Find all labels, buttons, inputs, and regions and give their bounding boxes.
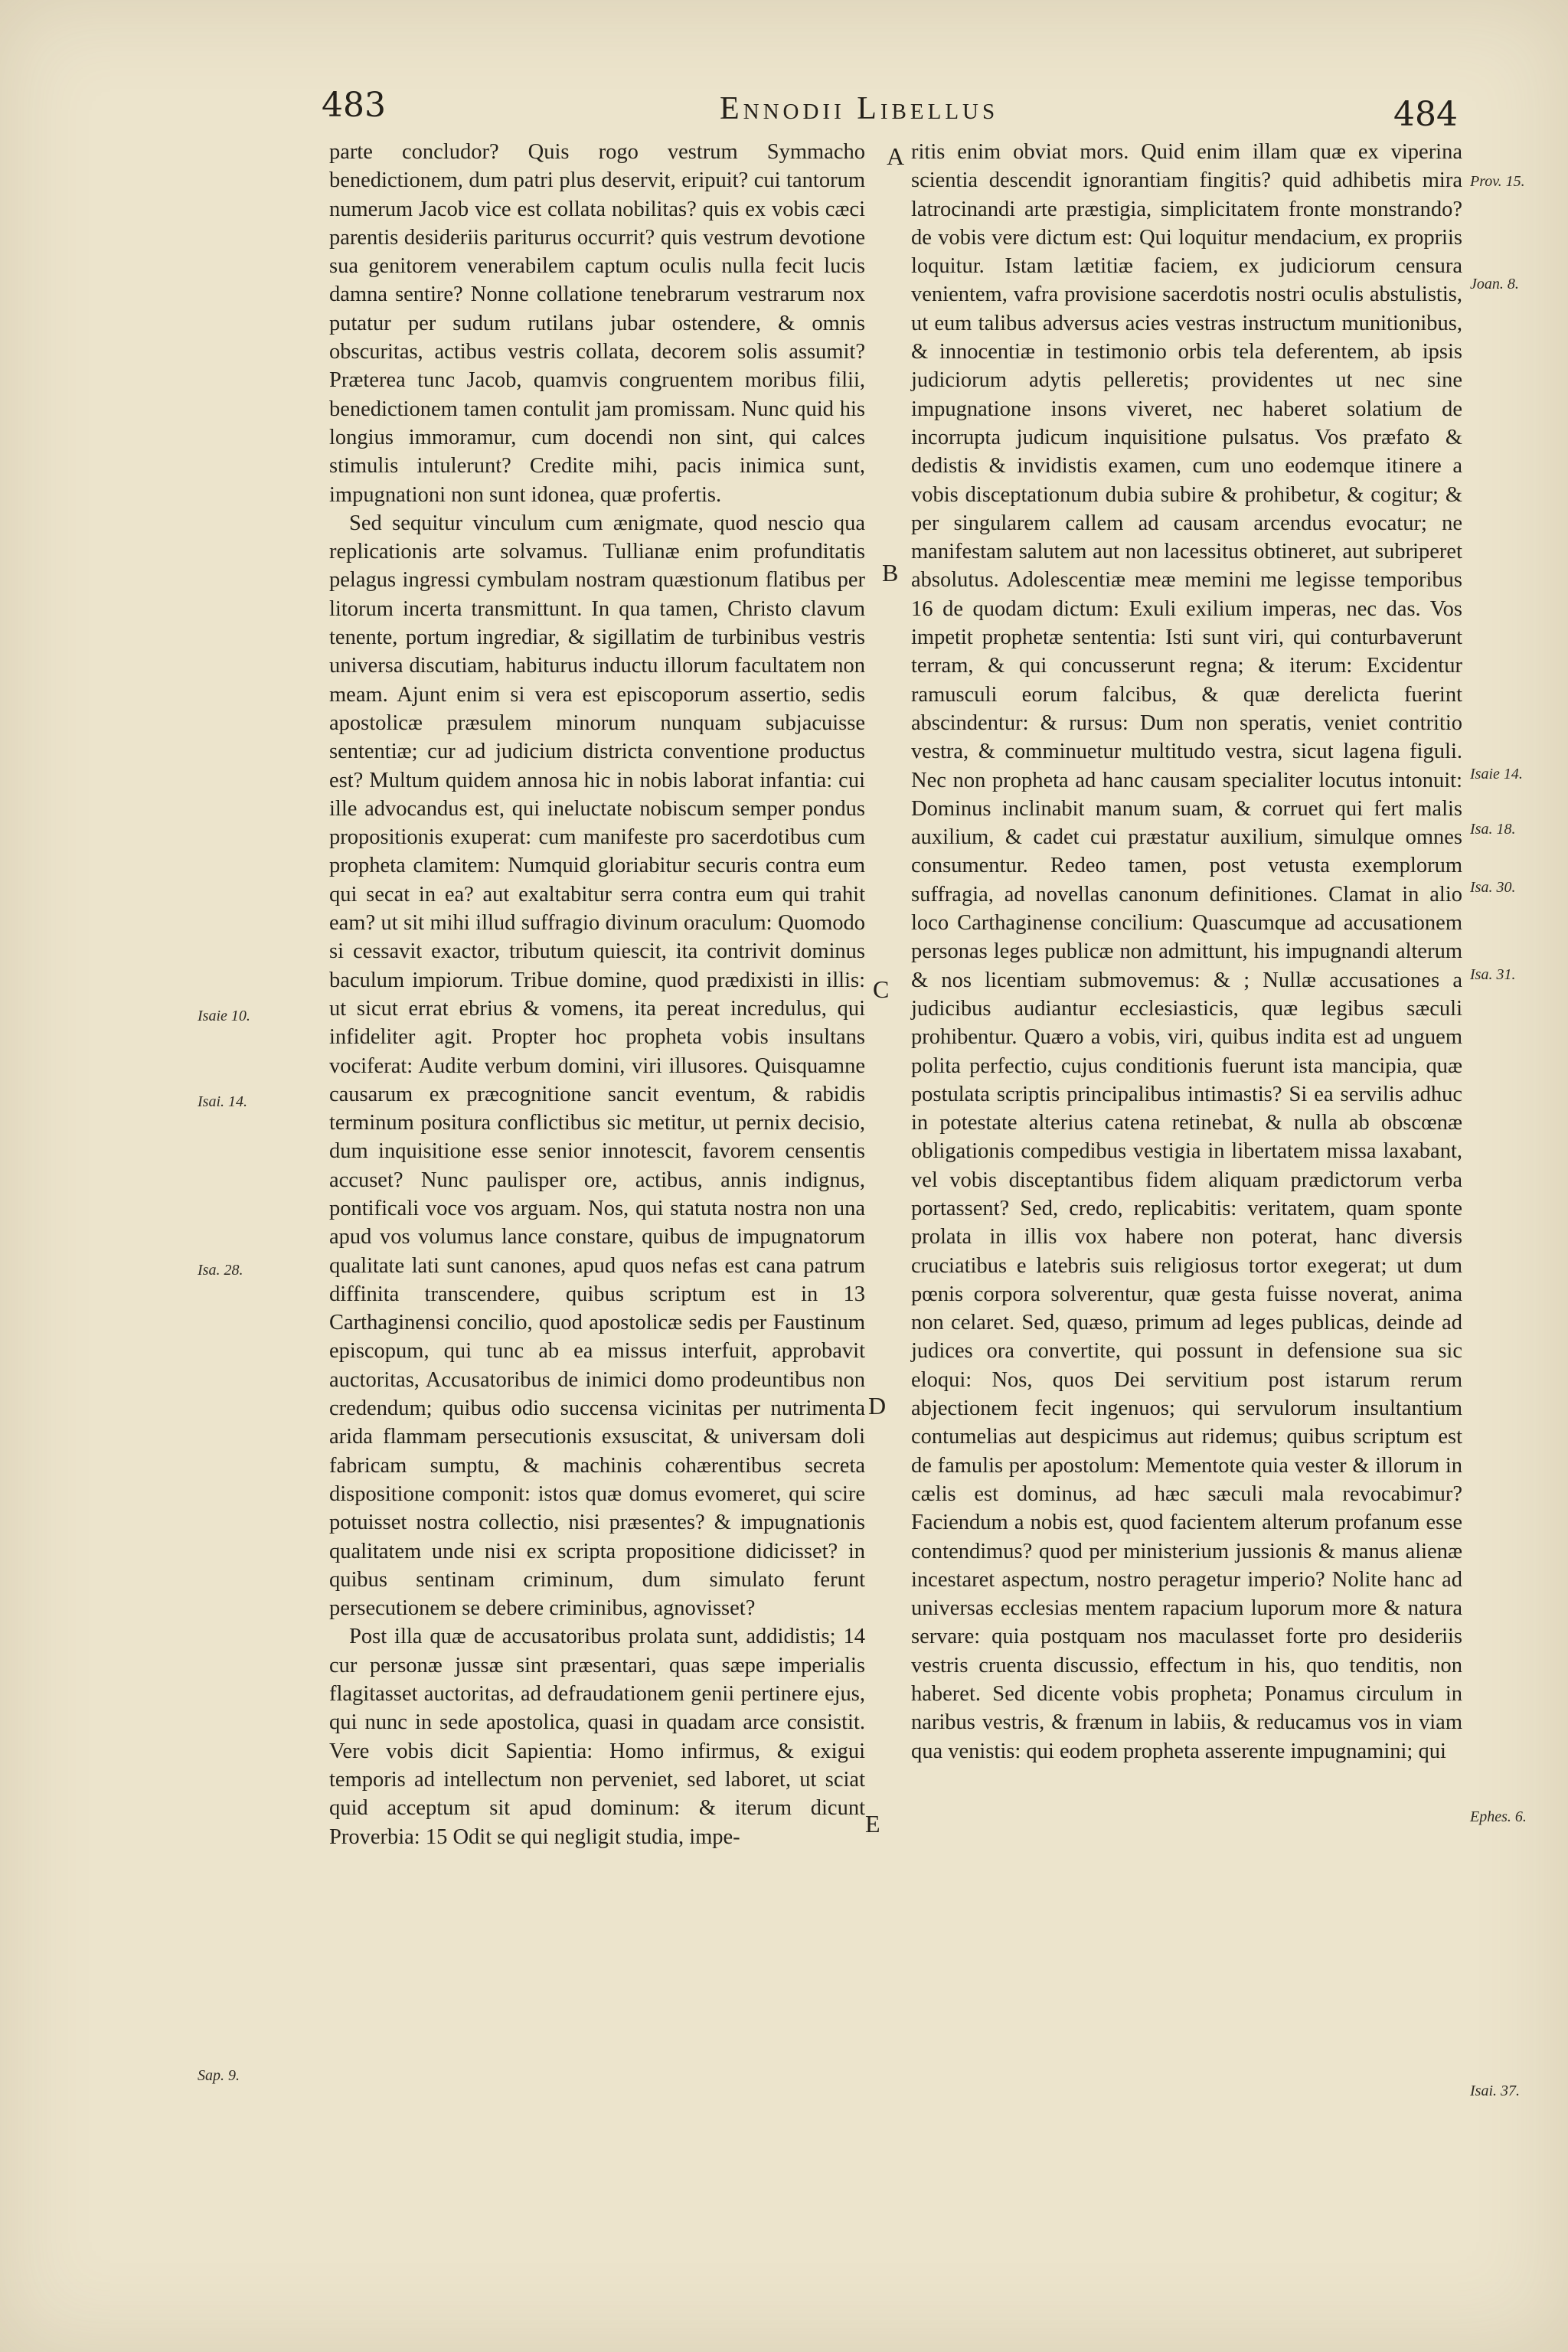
left-text-column: [329, 138, 865, 1851]
section-letter-d: D: [868, 1392, 887, 1419]
margin-note-left: Isai. 14.: [198, 1093, 247, 1110]
margin-note-right: Isa. 30.: [1470, 879, 1516, 896]
section-letter-e: E: [865, 1810, 880, 1838]
margin-note-right: Isaie 14.: [1470, 766, 1523, 782]
running-title: Ennodii Libellus: [720, 91, 999, 126]
margin-note-right: Isa. 18.: [1470, 821, 1516, 838]
paragraph: Sed sequitur vinculum cum ænigmate, quod nescio qua replicationis arte solvamus. Tullianæ enim profunditatis pelagus ingressi cymbulam nostram quæstionum flatibus per litorum incerta transmittunt. In qua tamen, Christo clavum tenente, portum ingrediar, & sigillatim de turbinibus vestris universa discutiam, habiturus inductu illorum facultatem non meam. Ajunt enim si vera est episcoporum assertio, sedis apostolicæ præsulem minorum nunquam subjacuisse sententiæ; cur ad judicium districta conventione productus est? Multum quidem annosa hic in nobis laborat infantia: cui ille advocandus est, qui ineluctate nobiscum semper pondus propositionis exuperat: cum manifeste pro sacerdotibus cum propheta clamitem: Numquid gloriabitur securis contra eum qui secat in ea? aut exaltabitur serra contra eum qui trahit eam? ut sit mihi illud suffragio divinum oraculum: Quomodo si cessavit exactor, tributum quiescit, ita contrivit dominus baculum impiorum. Tribue domine, quod prædixisti in illis: ut sicut errat ebrius & vomens, ita pereat incredulus, qui infideliter agit. Propter hoc propheta vobis insultans vociferat: Audite verbum domini, viri illusores. Quisquamne causarum ex præcognitione sancit eventum, & rabidis terminum positura conflictibus sic metitur, ut pernix decisio, dum inquisitione esse senior innotescit, favorem censentis accuset? Nunc paulisper ore, actibus, annis indignus, pontificali voce vos arguam. Nos, qui statuta nostra non una apud vos volumus lance constare, quibus de impugnatorum qualitate lati sunt canones, apud quos nefas est cana patrum diffinita transcendere, quibus scriptum est in 13 Carthaginensi concilio, quod apostolicæ sedis per Faustinum episcopum, qui tunc ab ea missus interfuit, approbavit auctoritas, Accusatoribus de inimici domo prodeuntibus non credendum; quibus odio succensa vicinitas per nutrimenta arida flammam persecutionis exsuscitat, & universam doli fabricam sumptu, & machinis cohærentibus secreta dispositione componit: istos quæ domus evomeret, qui scire potuisset nostra collectio, nisi præsentes? & impugnationis qualitatem unde nisi ex scripta propositione didicisset? in quibus sentinam criminum, dum simulato ferunt persecutionem se debere criminibus, agnovisset?: [329, 511, 865, 1621]
paragraph: ritis enim obviat mors. Quid enim illam quæ ex viperina scientia descendit ignorantiam fingitis? quid adhibetis mira latrocinandi arte præstigia, simplicitatem fronte monstrando? de vobis vere dictum est: Qui loquitur mendacium, ex propriis loquitur. Istam lætitiæ faciem, ex judiciorum censura venientem, vafra provisione sacerdotis nostri oculis abstulistis, ut eum talibus adversus acies vestras instructum munitionibus, & innocentiæ in testimonio orbis tela deferentem, ab ipsis judiciorum adytis pelleretis; providentes ut nec sine impugnatione insons viveret, nec haberet solatium de incorrupta judicum inquisitione pulsatus. Vos præfato & dedistis & invidistis examen, cum uno eodemque itinere a vobis disceptationum dubia subire & prohibetur, & cogitur; & per singularem callem ad causam arcendus evocatur; ne manifestam salutem aut non lacessitus obtineret, aut subriperet absolutus. Adolescentiæ meæ memini me legisse temporibus 16 de quodam dictum: Exuli exilium imperas, nec das. Vos impetit prophetæ sententia: Isti sunt viri, qui conturbaverunt terram, & qui concusserunt regna; & iterum: Excidentur ramusculi eorum falcibus, & quæ derelicta fuerint abscindentur: & rursus: Dum non speratis, veniet contritio vestra, & comminuetur multitudo vestra, sicut lagena figuli. Nec non propheta ad hanc causam specialiter locutus intonuit: Dominus inclinabit manum suam, & corruet qui fert malis auxilium, & cadet cui præstatur auxilium, simulque omnes consumentur. Redeo tamen, post vetusta exemplorum suffragia, ad novellas canonum definitiones. Clamat in alio loco Carthaginense concilium: Quascumque ad accusationem personas leges publicæ non admittunt, his impugnandi alterum & nos licentiam submovemus: & ; Nullæ accusationes a judicibus audiantur ecclesiasticis, quæ legibus sæculi prohibentur. Quæro a vobis, viri, quibus indita est ad unguem polita perfectio, cujus conditionis fuerunt ista mancipia, quæ postulata scriptis principalibus intimastis? Si ea servilis adhuc in potestate alterius catena retinebat, & nulla ab obscœnæ obligationis compedibus vestigia in libertatem missa laxabant, vel vobis disceptantibus fidem aliquam prædictorum verba portassent? Sed, credo, replicabitis: veritatem, quam sponte prolata in illis vox habere non poterat, hanc diversis cruciatibus e latebris suis religiosus tortor exegerat; ut dum pœnis corpora solverentur, quæ gesta fuisse noverat, anima non celaret. Sed, quæso, primum ad leges publicas, deinde ad judices ora convertite, qui possunt in defensione sua sic eloqui: Nos, quos Dei servitium post istarum rerum abjectionem fecit ingenuos; qui servulorum insultantium contumelias aut despicimus aut ridemus; quibus scriptum est de famulis per apostolum: Mementote quia vester & illorum in cælis est dominus, ad hæc sæculi mala revocabimur? Faciendum a nobis est, quod facientem alterum profanum esse contendimus? quod per ministerium jussionis & manus alienæ incestaret aspectum, nostro peragetur imperio? Nolite hanc ad universas ecclesias mentem rapacium luporum more & natura servare: quia postquam nos maculasset forte pro desideriis vestris cruenta discussio, effectum in his, quo tenditis, non haberet. Sed dicente vobis propheta; Ponamus circulum in naribus vestris, & frænum in labiis, & reducamus vos in viam qua venistis: qui eodem propheta asserente impugnamini; qui: [911, 140, 1462, 1763]
margin-note-right: Ephes. 6.: [1470, 1808, 1527, 1825]
margin-note-left: Isaie 10.: [198, 1008, 250, 1024]
paragraph: parte concludor? Quis rogo vestrum Symmacho benedictionem, dum patri plus deservit, eripuit? cui tantorum numerum Jacob vice est collata nobilitas? quis ex vobis cæci parentis desideriis pariturus occurrit? quis vestrum devotione sua genitorem venerabilem captum oculis nulla fecit lucis damna sentire? Nonne collatione tenebrarum vestrarum nox putatur per sudum rutilans jubar ostendere, & omnis obscuritas, actibus vestris collata, decorem solis assumit? Præterea tunc Jacob, quamvis congruentem moribus filii, benedictionem tamen contulit jam promissam. Nunc quid his longius immoramur, cum docendi non sint, qui calces stimulis intulerunt? Credite mihi, pacis inimica sunt, impugnationi non sunt idonea, quæ profertis.: [329, 140, 865, 507]
margin-note-right: Isai. 37.: [1470, 2082, 1520, 2099]
right-text-column: [911, 138, 1462, 1766]
section-letter-c: C: [873, 975, 890, 1003]
margin-note-right: Joan. 8.: [1470, 276, 1519, 292]
margin-note-right: Isa. 31.: [1470, 966, 1516, 983]
page-number-right: 484: [1393, 95, 1458, 134]
margin-note-left: Isa. 28.: [198, 1262, 243, 1279]
margin-note-left: Sap. 9.: [198, 2067, 240, 2084]
section-letter-a: A: [887, 142, 905, 170]
paragraph: Post illa quæ de accusatoribus prolata sunt, addidistis; 14 cur personæ jussæ sint præsentari, quas sæpe imperialis flagitasset auctoritas, ad defraudationem genii pertinere ejus, qui nunc in sede apostolica, quasi in quadam arce consistit. Vere vobis dicit Sapientia: Homo infirmus, & exigui temporis ad intellectum non perveniet, sed laboret, ut sciat quid acceptum sit apud dominum: & iterum dicunt Proverbia: 15 Odit se qui negligit studia, impe-: [329, 1625, 865, 1849]
section-letter-b: B: [882, 559, 899, 586]
margin-note-right: Prov. 15.: [1470, 173, 1525, 190]
running-header: [0, 86, 1568, 132]
page-number-left: 483: [322, 86, 386, 125]
